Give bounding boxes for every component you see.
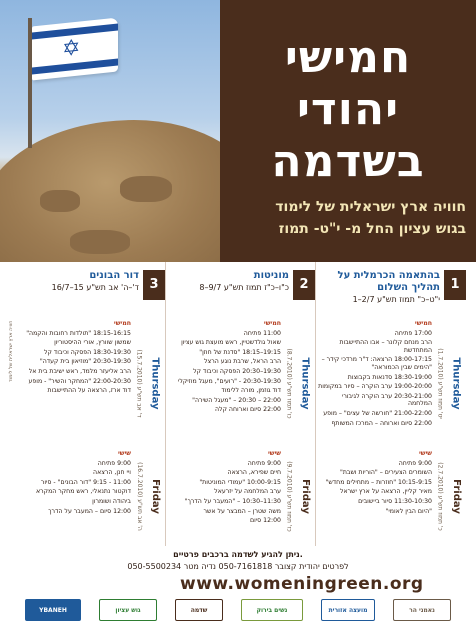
schedule-item: השומרים הצעירים – "הוריות ושבת" <box>340 469 432 477</box>
schedule-item: 10:15-9:15 "חוזרות – מתחילים מחדש" <box>325 478 432 486</box>
schedule-item: 19:30–20:30 הפסקה וכיבוד קל <box>193 367 281 375</box>
subtitle <box>176 196 466 240</box>
schedule-item: 22:00 סיום וארוחה – המרכז המשותף <box>331 419 432 427</box>
schedule-item: משה שטרן – המבצר על אשר <box>203 507 281 515</box>
star-of-david-icon: ✡ <box>62 35 81 63</box>
schedule-item: 20:30-21:00 ערב הוקרה לגיבורי המלחמה <box>342 392 432 408</box>
schedule-item: 18:30-19:30 הפסקה וכיבוד קל <box>43 348 131 356</box>
header-banner <box>0 0 476 262</box>
subtitle-line: חוויה ארץ ישראלית של לימוד <box>275 199 466 215</box>
column-title: מוניטות <box>253 270 289 281</box>
sponsor-logo: נשים בירוק <box>241 599 303 621</box>
column-number-badge: 1 <box>444 270 466 300</box>
day-label: Friday <box>149 478 161 514</box>
day-name: חמישי <box>113 320 131 327</box>
day-name: שישי <box>418 450 432 457</box>
schedule-item: 21:00-22:00 "חורשה של עצים" – מופע <box>323 409 432 417</box>
schedule-column-3 <box>14 262 166 546</box>
sponsor-logo: YBANEH <box>25 599 81 621</box>
day-date <box>283 320 295 446</box>
schedule-item: 9:00 פתיחה <box>97 459 131 467</box>
schedule-item: 19:00-20:00 ערב הוקרה – סיור במקומות <box>318 383 432 391</box>
israel-flag-icon <box>32 17 118 80</box>
schedule-item: שמשון שוורץ, אורי ההיסטוריון <box>54 339 131 347</box>
schedule-item: 11:00 פתיחה <box>243 329 281 337</box>
day-name: חמישי <box>263 320 281 327</box>
thursday-block <box>166 320 315 446</box>
sponsor-logo: שדמה <box>175 599 223 621</box>
schedule-item: "היום הבין לאומי" <box>385 507 432 515</box>
thursday-block <box>14 320 165 446</box>
day-date <box>283 450 295 542</box>
column-number-badge: 3 <box>143 270 165 300</box>
schedule-items <box>168 320 281 446</box>
schedule-item: 17:00 פתיחה <box>394 329 432 337</box>
schedule-item: 10:00-9:15 "עמודי המוניטות" <box>199 478 281 486</box>
rock-shape <box>70 230 130 254</box>
schedule-item: דוד גוזמן, מורה ללימוד <box>221 387 281 395</box>
friday-block <box>166 450 315 542</box>
schedule-item: 22:00 – 20:30 – "מעגל השירה" <box>192 396 281 404</box>
column-title: דור הבונים <box>89 270 139 281</box>
day-date-text: (8.7.2010) כו' תמוז תש"ע <box>285 347 293 419</box>
column-header <box>316 262 466 318</box>
schedule-panel <box>8 262 468 546</box>
day-date-text: (15.7.2010) ד' אב תש"ע <box>135 348 143 418</box>
column-heading <box>21 270 139 293</box>
day-date-text: (2.7.2010) כ' תמוז תש"ע <box>436 461 444 531</box>
day-label-tab <box>446 320 466 446</box>
day-date <box>133 450 145 542</box>
friday-block <box>316 450 466 542</box>
schedule-item: 20:30-19:30 "מוזיאון בית קעדה" <box>39 358 131 366</box>
schedule-items <box>168 450 281 542</box>
day-name: חמישי <box>414 320 432 327</box>
transport-note: ניתן להגיע לשדמה ברכבים פרטיים. <box>173 550 303 559</box>
schedule-item: חיים שפירא, הרצאה <box>227 469 281 477</box>
schedule-item: 11:00 - 9:15 "דור הבונים" - סיור <box>40 478 131 486</box>
schedule-item: דוד ארז, הרצאה על ההתיישבות <box>47 387 131 395</box>
schedule-item: 12:00 סיום – המעבר על הדרך <box>48 507 131 515</box>
schedule-item: ביהודה ושומרון <box>92 497 131 505</box>
friday-block <box>14 450 165 542</box>
day-label-tab <box>145 320 165 446</box>
column-date: י"ט–כ" תמוז תש"ע 2/7–1 <box>352 295 440 304</box>
schedule-item: 20:30-19:30 - "רועים", מעגל מוזיקלי <box>177 377 281 385</box>
sponsor-logo: מועצה אזורית <box>321 599 375 621</box>
column-header <box>14 262 165 318</box>
sponsor-logo: גוש עציון <box>99 599 157 621</box>
day-name: שישי <box>117 450 131 457</box>
schedule-item: הרב הראל, שרבת נוגע הרצל <box>204 358 281 366</box>
website-link[interactable]: www.womeningreen.org <box>180 574 424 594</box>
side-note-text: חוויה ארץ ישראלית של לימוד <box>8 320 14 382</box>
rock-shape <box>40 190 80 212</box>
schedule-item: 9:00 פתיחה <box>247 459 281 467</box>
day-name: שישי <box>267 450 281 457</box>
column-heading <box>322 270 440 305</box>
footer <box>0 546 476 624</box>
day-label: Thursday <box>450 356 462 410</box>
schedule-item: 19:15–18:15 "סדנת של חוזן" <box>199 348 281 356</box>
day-label: Thursday <box>299 356 311 410</box>
schedule-column-2 <box>166 262 316 546</box>
column-header <box>166 262 315 318</box>
day-label: Friday <box>299 478 311 514</box>
schedule-item: 11:30–10:30 – "המעבר על הדרך" <box>184 497 281 505</box>
contact-info: לפרטים יהודית קצובר 050-7161818 נדיה מטר 050-5500234 <box>127 562 349 571</box>
schedule-item: 11:30-10:30 סיור ביישובים <box>358 497 432 505</box>
schedule-item: 18:30-19:00 סדנאות בקבוצות <box>347 373 432 381</box>
thursday-block <box>316 320 466 446</box>
day-date <box>434 320 446 446</box>
schedule-item: ערב המלחמה על יזרעאל <box>214 488 281 496</box>
schedule-item: 12:00 סיום <box>249 517 281 525</box>
day-date <box>133 320 145 446</box>
column-title: בהתאמה הכרמלית על תהליך השלום <box>337 270 440 293</box>
schedule-items <box>318 320 432 446</box>
schedule-item: 22:00-20:30 "המחקר והשיר" - מופע <box>28 377 131 385</box>
sponsor-logos <box>0 596 476 624</box>
day-date-text: (1.7.2010) יט' תמוז תש"ע <box>436 347 444 419</box>
day-date-text: (9.7.2010) כז' תמוז תש"ע <box>285 460 293 532</box>
column-date: כ"ו–כ"ז תמוז תש"ע 9/7–8 <box>199 283 289 292</box>
day-label-tab <box>295 320 315 446</box>
day-date <box>434 450 446 542</box>
main-title <box>234 32 462 188</box>
schedule-item: 22:00 סיום וארוחה קלה <box>215 406 281 414</box>
day-label-tab <box>446 450 466 542</box>
rock-shape <box>120 176 172 202</box>
schedule-item: ויי חנן, הרצאה <box>93 469 131 477</box>
schedule-item: מאיר קליין, הרצאה על ארץ ישראל <box>339 488 432 496</box>
schedule-item: 18:15-16:15 "תולדות רחובות והקמה" <box>26 329 131 337</box>
schedule-items <box>16 320 131 446</box>
schedule-items <box>318 450 432 542</box>
schedule-item: 9:00 פתיחה <box>398 459 432 467</box>
subtitle-line: בגוש עציון החל מ- י"ט- תמוז <box>278 221 466 237</box>
schedule-item: 18:00-17:15 הרצאה: ד"ר מרדכי קידר – "הימים שבין הכמוראה" <box>321 356 432 371</box>
day-label: Thursday <box>149 356 161 410</box>
title-line: בשדמה <box>271 136 425 187</box>
schedule-column-1 <box>316 262 466 546</box>
day-date-text: (16.7.2010) ה' אב תש"ע <box>135 461 143 531</box>
title-line: יהודי <box>296 84 400 135</box>
title-line: חמישי <box>284 32 412 83</box>
schedule-items <box>16 450 131 542</box>
day-label-tab <box>295 450 315 542</box>
column-heading <box>171 270 289 293</box>
sponsor-logo: נאמני הר <box>393 599 451 621</box>
column-number-badge: 2 <box>293 270 315 300</box>
schedule-item: שאול גולדשטיין, ראש מועצת גוש עציון <box>181 339 281 347</box>
schedule-item: הרב מנחם קלונר – אבו ההתיישבות המתחדשת <box>339 339 432 354</box>
schedule-item: הרב אליעזר מלמד, ראש ישיבת בית אל <box>28 367 131 375</box>
day-label: Friday <box>450 478 462 514</box>
column-date: ד'–ה' אב תש"ע 15–16/7 <box>51 283 139 292</box>
day-label-tab <box>145 450 165 542</box>
schedule-item: דוקטור נתנאלי, ראש מחקר המקרא <box>36 488 131 496</box>
